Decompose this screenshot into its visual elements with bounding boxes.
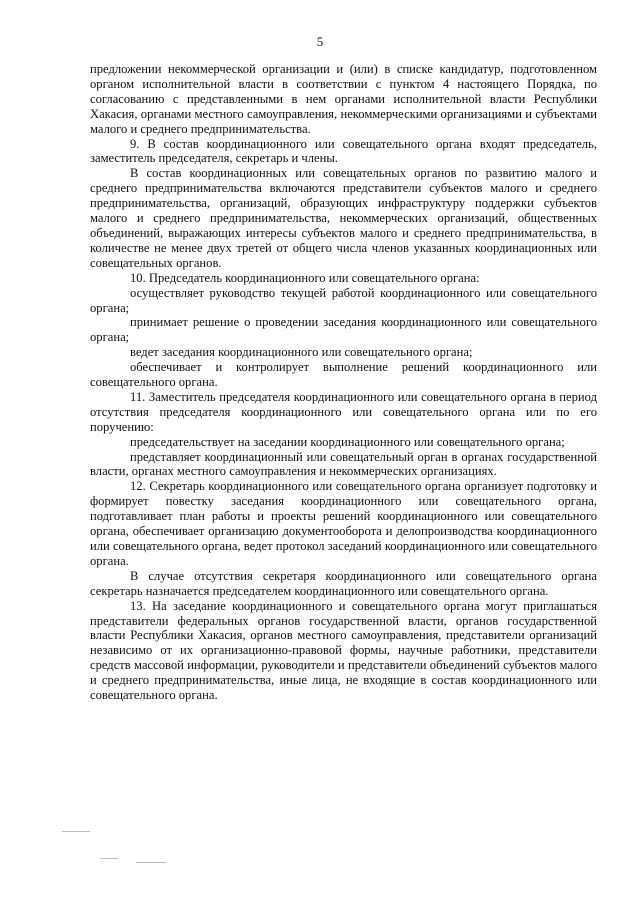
paragraph: 10. Председатель координационного или совещательного органа: [130, 270, 480, 285]
paragraph: председательствует на заседании координационного или совещательного органа; [130, 434, 565, 449]
paragraph: предложении некоммерческой организации и (или) в списке кандидатур, подготовленном органом исполнительной власти в соответствии с пунктом 4 настоящего Порядка, по согласованию с представленными в нем органами исполнительной власти Республики Хакасия, органами местного самоуправления, некоммерческими организациями и субъектами малого и среднего предпринимательства. [90, 62, 597, 136]
page-number: 5 [316, 34, 324, 49]
paragraph: В состав координационных или совещательных органов по развитию малого и среднего предпринимательства включаются представители субъектов малого и среднего предпринимательства, организаций, образующих инфраструктуру поддержки субъектов малого и среднего предпринимательства, некоммерческих организаций, общественных объединений, выражающих интересы субъектов малого и среднего предпринимательства, в количестве не менее двух третей от общего числа членов указанных координационных или совещательных органов. [90, 166, 597, 270]
paragraph: осуществляет руководство текущей работой координационного или совещательного органа; [90, 285, 597, 315]
paragraph: ведет заседания координационного или совещательного органа; [130, 345, 473, 360]
paragraph: 9. В состав координационного или совещательного органа входят председатель, заместитель председателя, секретарь и члены. [90, 136, 597, 166]
paragraph: 11. Заместитель председателя координационного или совещательного органа в период отсутствия председателя координационного или совещательного органа или по его поручению: [90, 389, 597, 434]
paragraph: 13. На заседание координационного и совещательного органа могут приглашаться представители федеральных органов государственной власти, органов государственной власти Республики Хакасия, органов местного самоуправления, представители организаций независимо от их организационно-правовой формы, научные работники, представители средств массовой информации, руководители и представители объединений субъектов малого и среднего предпринимательства, иные лица, не входящие в состав координационного или совещательного органа. [90, 598, 597, 703]
scan-artifact [100, 858, 118, 859]
paragraph: принимает решение о проведении заседания координационного или совещательного органа; [90, 315, 597, 345]
scan-artifact [136, 862, 166, 863]
scan-artifact [62, 831, 90, 832]
paragraph: обеспечивает и контролирует выполнение решений координационного или совещательного органа. [90, 360, 597, 390]
document-body [90, 62, 597, 703]
paragraph: В случае отсутствия секретаря координационного или совещательного органа секретарь назначается председателем координационного или совещательного органа. [90, 568, 597, 598]
paragraph: 12. Секретарь координационного или совещательного органа организует подготовку и формирует повестку заседания координационного или совещательного органа, подготавливает план работы и проекты решений координационного или совещательного органа, обеспечивает организацию документооборота и делопроизводства координационного или совещательного органа, ведет протокол заседаний координационного или совещательного органа. [90, 479, 597, 568]
paragraph: представляет координационный или совещательный орган в органах государственной власти, органах местного самоуправления и некоммерческих организациях. [90, 449, 597, 479]
